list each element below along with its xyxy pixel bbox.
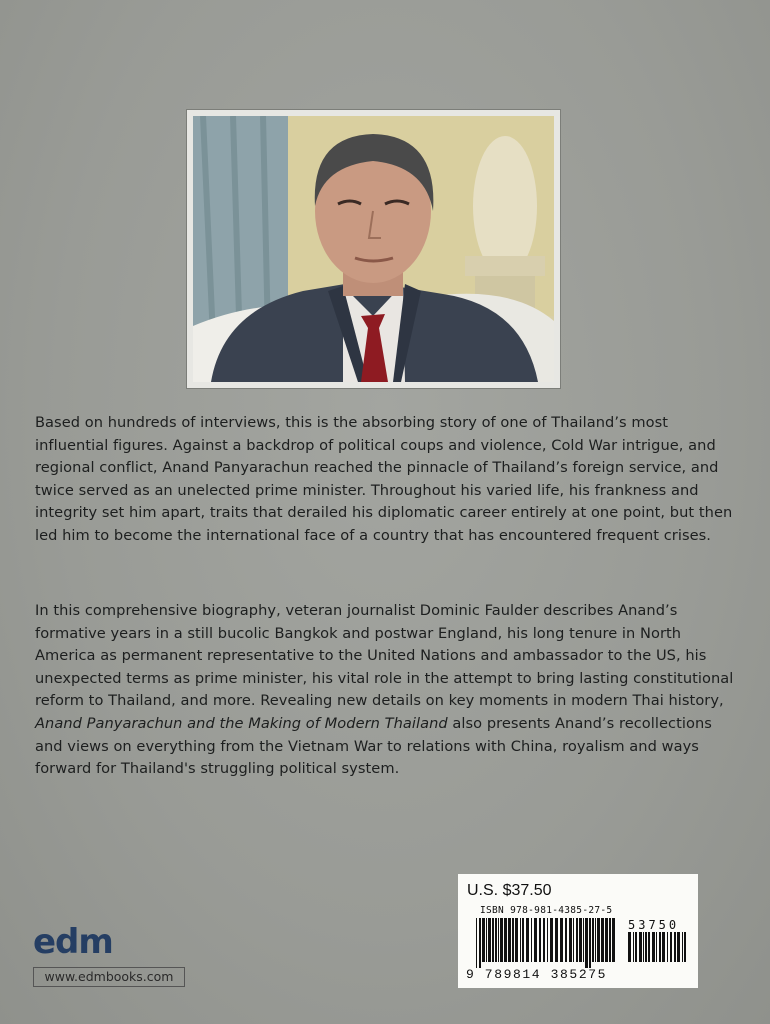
barcode-panel xyxy=(458,874,698,988)
barcode-bar xyxy=(508,918,511,962)
barcode-bar xyxy=(585,918,588,968)
barcode-bar xyxy=(560,918,563,962)
barcode-bar xyxy=(555,918,558,962)
barcode-bar xyxy=(639,932,642,962)
barcode-bar xyxy=(488,918,491,962)
barcode-bar xyxy=(492,918,494,962)
barcode-bar xyxy=(482,918,485,962)
barcode-bar xyxy=(526,918,529,962)
barcode-bar xyxy=(522,918,524,962)
barcode-bar xyxy=(504,918,507,962)
barcode-bar xyxy=(648,932,650,962)
price-label: U.S. $37.50 xyxy=(467,882,552,899)
barcode-bar xyxy=(534,918,537,962)
barcode-bar xyxy=(635,932,637,962)
cover-photo-frame xyxy=(187,110,560,388)
portrait-photo xyxy=(193,116,554,382)
barcode-bar xyxy=(565,918,567,962)
barcode-bar xyxy=(498,918,499,962)
barcode-bar xyxy=(645,932,647,962)
addon-digits: 53750 xyxy=(628,918,680,932)
portrait-illustration xyxy=(193,116,554,382)
addon-barcode xyxy=(628,932,690,968)
ean-barcode xyxy=(476,918,616,968)
barcode-bar xyxy=(479,918,481,968)
book-title: Anand Panyarachun and the Making of Modern Thailand xyxy=(35,714,448,732)
barcode-bar xyxy=(659,932,661,962)
barcode-bar xyxy=(670,932,672,962)
barcode-bar xyxy=(486,918,487,962)
barcode-bar xyxy=(539,918,541,962)
barcode-bar xyxy=(589,918,591,968)
barcode-bar xyxy=(656,932,657,962)
barcode-bar xyxy=(684,932,686,962)
barcode-bar xyxy=(667,932,668,962)
barcode-bar xyxy=(543,918,545,962)
isbn-label: ISBN 978-981-4385-27-5 xyxy=(480,905,613,916)
barcode-bar xyxy=(520,918,521,962)
barcode-bar xyxy=(495,918,497,962)
barcode-bar xyxy=(547,918,548,962)
barcode-bar xyxy=(476,918,477,968)
barcode-bar xyxy=(576,918,578,962)
barcode-bar xyxy=(674,932,676,962)
barcode-bar xyxy=(531,918,532,962)
barcode-bar xyxy=(643,932,644,962)
barcode-bar xyxy=(569,918,572,962)
barcode-bar xyxy=(595,918,596,962)
publisher-logo: edm xyxy=(33,922,113,962)
barcode-bar xyxy=(597,918,600,962)
barcode-bar xyxy=(609,918,611,962)
barcode-bar xyxy=(579,918,582,962)
barcode-bar xyxy=(573,918,574,962)
barcode-bar xyxy=(682,932,683,962)
barcode-bar xyxy=(550,918,553,962)
barcode-bar xyxy=(677,932,680,962)
publisher-website: www.edmbooks.com xyxy=(33,967,185,987)
barcode-bar xyxy=(633,932,634,962)
barcode-bar xyxy=(500,918,503,962)
barcode-bar xyxy=(662,932,665,962)
blurb-paragraph-2-outro: also presents Anand’s recollections and views on everything from the Vietnam War to relations with China, royalism and ways forward for Thailand's struggling political system. xyxy=(35,714,712,778)
barcode-bar xyxy=(512,918,514,962)
barcode-bar xyxy=(612,918,615,962)
barcode-bar xyxy=(601,918,604,962)
blurb-paragraph-2-intro: In this comprehensive biography, veteran journalist Dominic Faulder describes Anand’s formative years in a still bucolic Bangkok and postwar England, his long tenure in North America as permanent representative to the United Nations and ambassador to the US, his unexpected terms as prime minister, his vital role in the attempt to bring lasting constitutional reform to Thailand, and more. Revealing new details on key moments in modern Thai history, xyxy=(35,602,734,710)
barcode-bar xyxy=(583,918,584,962)
barcode-bar xyxy=(592,918,594,962)
blurb-paragraph-1: Based on hundreds of interviews, this is the absorbing story of one of Thailand’s most influential figures. Against a backdrop of political coups and violence, Cold War intrigue, and regional conflict, Anand Panyarachun reached the pinnacle of Thailand’s foreign service, and twice served as an unelected prime minister. Throughout his varied life, his frankness and integrity set him apart, traits that derailed his diplomatic career entirely at one point, but then led him to become the international face of a country that has encountered frequent crises. xyxy=(35,414,733,544)
barcode-bar xyxy=(515,918,518,962)
blurb-paragraph-2 xyxy=(35,600,735,781)
barcode-bar xyxy=(605,918,608,962)
barcode-bar xyxy=(628,932,631,962)
ean-digits: 9 789814 385275 xyxy=(466,967,608,982)
barcode-bar xyxy=(652,932,655,962)
